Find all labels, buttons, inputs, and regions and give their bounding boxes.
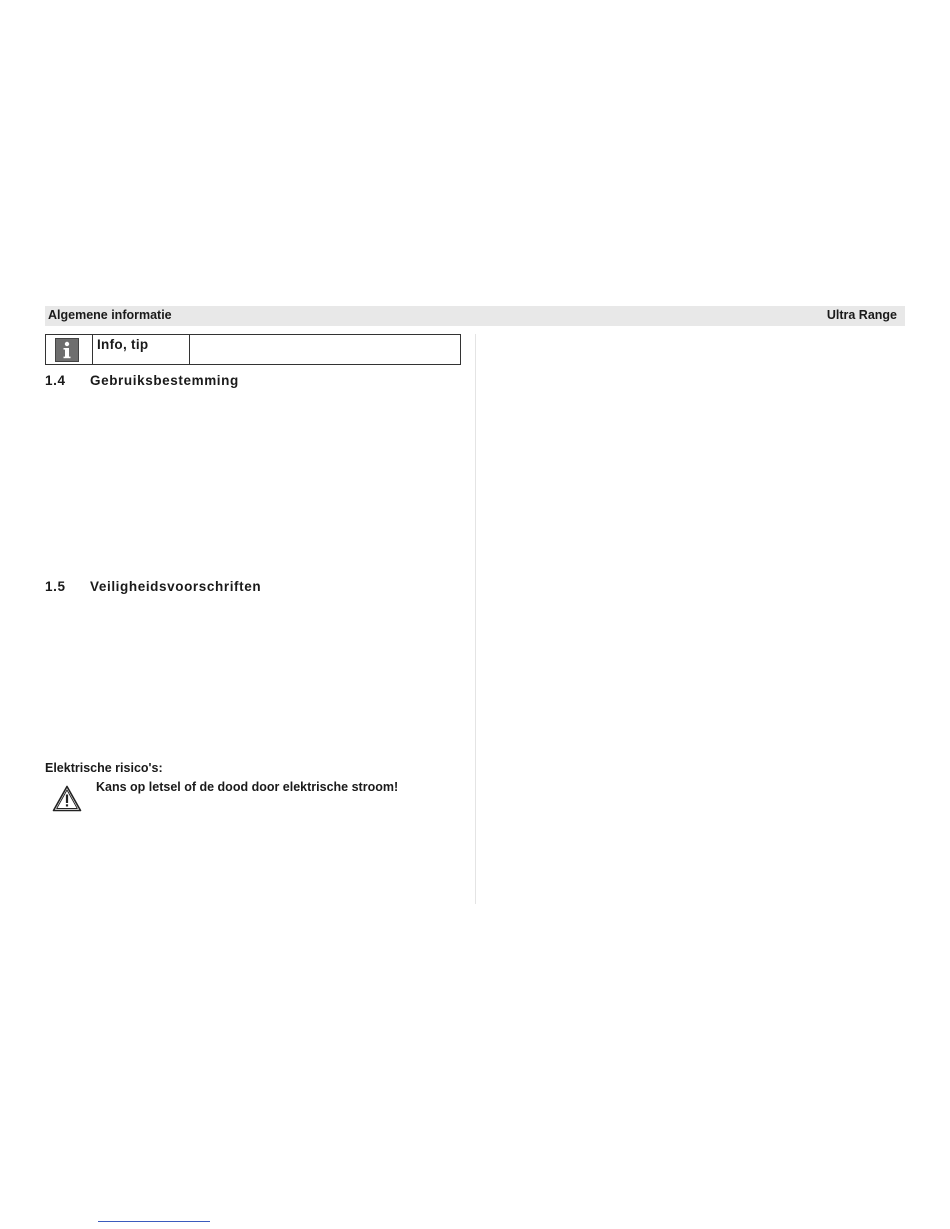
electrical-warning-text: Kans op letsel of de dood door elektrische stroom! xyxy=(96,780,399,794)
section-number: 1.5 xyxy=(45,579,66,594)
section-heading-veiligheidsvoorschriften xyxy=(45,579,261,594)
column-divider xyxy=(475,334,476,904)
section-heading-gebruiksbestemming xyxy=(45,373,239,388)
electrical-risks-heading: Elektrische risico's: xyxy=(45,761,163,775)
header-product-name: Ultra Range xyxy=(826,308,897,322)
footer-link-underline[interactable] xyxy=(98,1221,210,1222)
info-label-cell xyxy=(93,335,190,364)
section-title: Gebruiksbestemming xyxy=(90,373,239,388)
header-section-title: Algemene informatie xyxy=(48,308,172,322)
section-title: Veiligheidsvoorschriften xyxy=(90,579,262,594)
page-header xyxy=(45,306,905,326)
warning-triangle-icon xyxy=(52,785,82,812)
info-icon-cell xyxy=(46,335,93,364)
section-number: 1.4 xyxy=(45,373,66,388)
info-tip-table xyxy=(45,334,461,365)
info-icon xyxy=(55,338,79,362)
info-label: Info, tip xyxy=(97,337,149,352)
